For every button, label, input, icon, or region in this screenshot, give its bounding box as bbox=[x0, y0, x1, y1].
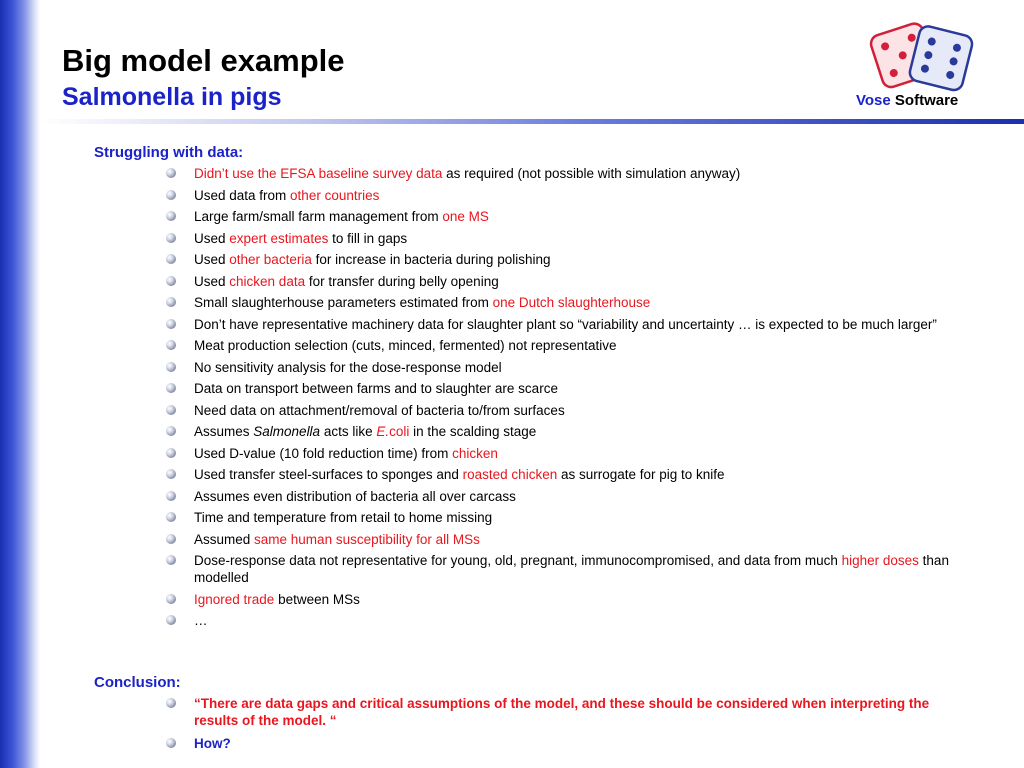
bullet-item bbox=[160, 316, 950, 333]
logo-word-vose: Vose bbox=[856, 92, 891, 109]
bullet-text-segment: coli bbox=[389, 424, 410, 439]
bullet-item bbox=[160, 612, 950, 629]
bullet-item bbox=[160, 591, 950, 608]
conclusion-heading: Conclusion: bbox=[94, 674, 181, 691]
bullet-text-segment: as surrogate for pig to knife bbox=[557, 467, 725, 482]
bullet-item bbox=[160, 273, 950, 290]
bullet-text-segment: Used bbox=[194, 252, 230, 267]
bullet-text-segment: Small slaughterhouse parameters estimated from bbox=[194, 295, 493, 310]
bullet-sphere-icon bbox=[166, 383, 176, 393]
bullet-text-segment: other bacteria bbox=[229, 252, 312, 267]
bullet-text-segment: higher doses bbox=[841, 553, 919, 568]
bullet-sphere-icon bbox=[166, 254, 176, 264]
conclusion-list bbox=[160, 695, 950, 758]
bullet-text-segment: Salmonella bbox=[253, 424, 321, 439]
bullet-sphere-icon bbox=[166, 405, 176, 415]
bullet-text-segment: … bbox=[194, 613, 208, 628]
left-gradient-bar bbox=[0, 0, 40, 768]
bullet-item bbox=[160, 187, 950, 204]
bullet-item bbox=[160, 208, 950, 225]
bullet-text-segment: Assumed bbox=[194, 531, 255, 547]
bullet-sphere-icon bbox=[166, 168, 176, 178]
data-section-heading: Struggling with data: bbox=[94, 144, 244, 161]
bullet-sphere-icon bbox=[166, 211, 176, 221]
bullet-text-segment: expert estimates bbox=[229, 230, 329, 246]
bullet-item bbox=[160, 359, 950, 376]
bullet-text-segment: Used bbox=[194, 273, 230, 289]
bullet-text-segment: chicken bbox=[452, 445, 498, 461]
slide-subtitle: Salmonella in pigs bbox=[62, 83, 282, 111]
bullet-sphere-icon bbox=[166, 340, 176, 350]
bullet-sphere-icon bbox=[166, 698, 176, 708]
bullet-text-segment: chicken data bbox=[229, 273, 306, 289]
bullet-sphere-icon bbox=[166, 512, 176, 522]
bullet-text-segment: Used data from bbox=[194, 187, 291, 203]
bullet-item bbox=[160, 165, 950, 182]
bullet-item bbox=[160, 735, 950, 752]
bullet-item bbox=[160, 509, 950, 526]
bullet-text-segment: No sensitivity analysis for the dose-response model bbox=[194, 359, 502, 375]
bullet-sphere-icon bbox=[166, 426, 176, 436]
bullet-sphere-icon bbox=[166, 190, 176, 200]
bullet-text-segment: Used transfer steel-surfaces to sponges and bbox=[194, 467, 463, 482]
bullet-item bbox=[160, 423, 950, 440]
bullet-text-segment: one MS bbox=[442, 209, 489, 224]
data-issues-list bbox=[160, 165, 950, 634]
bullet-text-segment: for increase in bacteria during polishing bbox=[311, 252, 551, 267]
bullet-sphere-icon bbox=[166, 233, 176, 243]
bullet-sphere-icon bbox=[166, 319, 176, 329]
bullet-text-segment: Ignored trade bbox=[194, 591, 275, 607]
bullet-item bbox=[160, 402, 950, 419]
bullet-sphere-icon bbox=[166, 469, 176, 479]
bullet-text-segment: Need data on attachment/removal of bacteria to/from surfaces bbox=[194, 402, 565, 418]
bullet-item bbox=[160, 466, 950, 483]
header-divider bbox=[40, 119, 1024, 124]
bullet-text-segment: Meat production selection (cuts, minced, fermented) not representative bbox=[194, 338, 617, 353]
bullet-item bbox=[160, 251, 950, 268]
bullet-text-segment: Dose-response data not representative for young, old, pregnant, immunocompromised, and data from much bbox=[194, 553, 842, 568]
bullet-text-segment: same human susceptibility for all MSs bbox=[254, 531, 480, 547]
bullet-text-segment: Don’t have representative machinery data for slaughter plant so “variability and uncertainty … is expected to be much larger” bbox=[194, 316, 937, 332]
bullet-text-segment: How? bbox=[194, 736, 231, 751]
bullet-item bbox=[160, 531, 950, 548]
logo-word-software: Software bbox=[894, 92, 959, 109]
bullet-text-segment: acts like bbox=[320, 424, 377, 439]
bullet-item bbox=[160, 294, 950, 311]
bullet-text-segment: Time and temperature from retail to home missing bbox=[194, 510, 493, 525]
bullet-sphere-icon bbox=[166, 491, 176, 501]
bullet-text-segment: Used D-value (10 fold reduction time) from bbox=[194, 445, 453, 461]
bullet-text-segment: one Dutch slaughterhouse bbox=[492, 295, 651, 310]
bullet-sphere-icon bbox=[166, 738, 176, 748]
bullet-item bbox=[160, 380, 950, 397]
bullet-item bbox=[160, 695, 950, 729]
bullet-sphere-icon bbox=[166, 297, 176, 307]
bullet-sphere-icon bbox=[166, 534, 176, 544]
bullet-text-segment: E. bbox=[376, 424, 390, 439]
bullet-text-segment: as required (not possible with simulation anyway) bbox=[442, 166, 741, 181]
bullet-item bbox=[160, 552, 950, 586]
bullet-text-segment: in the scalding stage bbox=[409, 424, 537, 439]
bullet-sphere-icon bbox=[166, 615, 176, 625]
bullet-sphere-icon bbox=[166, 276, 176, 286]
bullet-item bbox=[160, 230, 950, 247]
bullet-item bbox=[160, 488, 950, 505]
bullet-text-segment: other countries bbox=[290, 187, 380, 203]
company-logo-text bbox=[856, 92, 958, 109]
bullet-text-segment: Large farm/small farm management from bbox=[194, 209, 443, 224]
slide-title: Big model example bbox=[62, 43, 345, 78]
bullet-sphere-icon bbox=[166, 362, 176, 372]
bullet-text-segment: Assumes bbox=[194, 424, 254, 439]
bullet-text-segment: Data on transport between farms and to slaughter are scarce bbox=[194, 381, 558, 396]
bullet-text-segment: to fill in gaps bbox=[328, 230, 408, 246]
bullet-item bbox=[160, 445, 950, 462]
bullet-item bbox=[160, 337, 950, 354]
bullet-text-segment: Used bbox=[194, 230, 230, 246]
bullet-text-segment: Assumes even distribution of bacteria all over carcass bbox=[194, 488, 516, 504]
bullet-text-segment: for transfer during belly opening bbox=[305, 273, 499, 289]
bullet-sphere-icon bbox=[166, 594, 176, 604]
bullet-text-segment: “There are data gaps and critical assumptions of the model, and these should be considered when interpreting the results of the model. “ bbox=[194, 696, 930, 728]
bullet-text-segment: Didn’t use the EFSA baseline survey data bbox=[194, 166, 443, 181]
bullet-sphere-icon bbox=[166, 555, 176, 565]
bullet-sphere-icon bbox=[166, 448, 176, 458]
bullet-text-segment: roasted chicken bbox=[462, 467, 558, 482]
bullet-text-segment: than modelled bbox=[194, 553, 949, 585]
bullet-text-segment: between MSs bbox=[274, 591, 360, 607]
